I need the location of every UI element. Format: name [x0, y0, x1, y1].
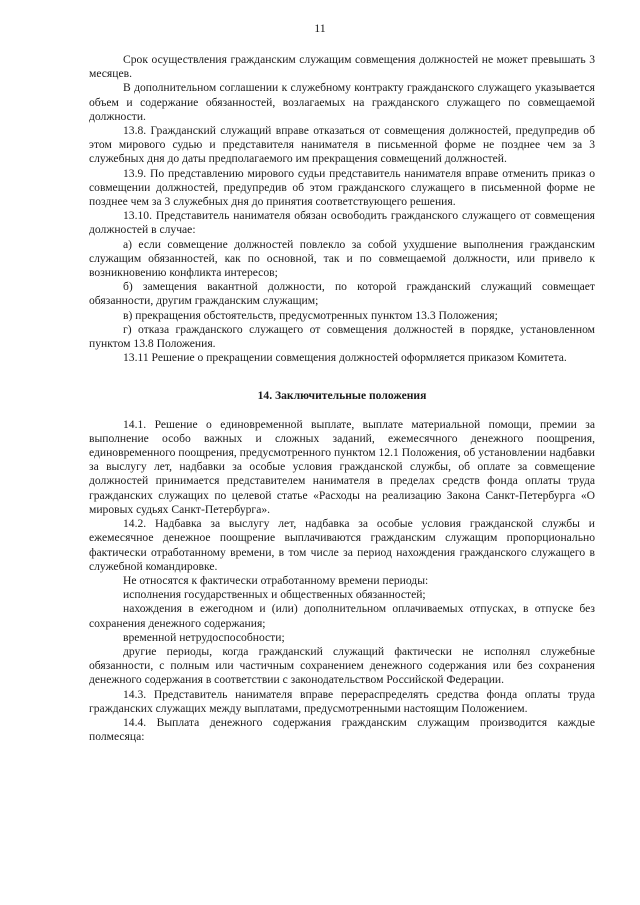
- paragraph: 14.3. Представитель нанимателя вправе перераспределять средства фонда оплаты труда гражданских служащих между выплатами, предусмотренными настоящим Положением.: [89, 687, 595, 715]
- document-body: [89, 53, 595, 744]
- list-item: временной нетрудоспособности;: [123, 630, 285, 644]
- paragraph: 13.10. Представитель нанимателя обязан освободить гражданского служащего от совмещения должностей в случае:: [89, 209, 595, 237]
- paragraph: Не относятся к фактически отработанному времени периоды:: [123, 573, 429, 587]
- page-number: 11: [314, 21, 326, 35]
- list-item: б) замещения вакантной должности, по которой гражданский служащий совмещает обязанности, другим гражданским служащим;: [89, 280, 595, 308]
- list-item: нахождения в ежегодном и (или) дополнительном оплачиваемых отпусках, в отпуске без сохранения денежного содержания;: [89, 602, 595, 630]
- paragraph: 13.11 Решение о прекращении совмещения должностей оформляется приказом Комитета.: [123, 351, 567, 365]
- list-item: а) если совмещение должностей повлекло за собой ухудшение выполнения гражданским служащим обязанностей, как по основной, так и по совмещаемой должности, или привело к возникновению конфликта интересов;: [89, 237, 595, 280]
- paragraph: 14.4. Выплата денежного содержания гражданским служащим производится каждые полмесяца:: [89, 715, 595, 744]
- list-item: другие периоды, когда гражданский служащий фактически не исполнял служебные обязанности, с полным или частичным сохранением денежного содержания или без сохранения денежного содержания в соответствии с законодательством Российской Федерации.: [89, 644, 595, 687]
- list-item: г) отказа гражданского служащего от совмещения должностей в порядке, установленном пунктом 13.8 Положения.: [89, 322, 595, 351]
- paragraph: 13.8. Гражданский служащий вправе отказаться от совмещения должностей, предупредив об этом мирового судью и представителя нанимателя в письменной форме не позднее чем за 3 служебных дня до даты предполагаемого им прекращения совмещений должностей.: [89, 124, 595, 166]
- section-heading: 14. Заключительные положения: [257, 389, 427, 403]
- paragraph: 14.1. Решение о единовременной выплате, выплате материальной помощи, премии за выполнение особо важных и сложных заданий, ежемесячного денежного поощрения, единовременного поощрения, предусмотренного пунктом 12.1 Положения, об установлении надбавки за выслугу лет, надбавки за особые условия гражданской службы, об оплате за совмещение должностей принимается представителем нанимателя в пределах средств фонда оплаты труда гражданских служащих по целевой статье «Расходы на реализацию Закона Санкт-Петербурга «О мировых судьях Санкт-Петербурга».: [89, 417, 595, 516]
- paragraph: 14.2. Надбавка за выслугу лет, надбавка за особые условия гражданской службы и ежемесячное денежное поощрение выплачиваются гражданским служащим пропорционально фактически отработанному времени, в том числе за период нахождения гражданского служащего в служебной командировке.: [89, 517, 595, 573]
- paragraph: Срок осуществления гражданским служащим совмещения должностей не может превышать 3 месяцев.: [89, 53, 595, 81]
- paragraph: В дополнительном соглашении к служебному контракту гражданского служащего указывается объем и содержание обязанностей, возлагаемых на гражданского служащего по совмещаемой должности.: [89, 81, 595, 123]
- list-item: в) прекращения обстоятельств, предусмотренных пунктом 13.3 Положения;: [123, 308, 498, 322]
- paragraph: 13.9. По представлению мирового судьи представитель нанимателя вправе отменить приказ о совмещении должностей, предупредив об этом гражданского служащего в письменной форме не позднее чем за 3 служебных дня до принятия соответствующего решения.: [89, 166, 595, 209]
- list-item: исполнения государственных и общественных обязанностей;: [123, 588, 426, 602]
